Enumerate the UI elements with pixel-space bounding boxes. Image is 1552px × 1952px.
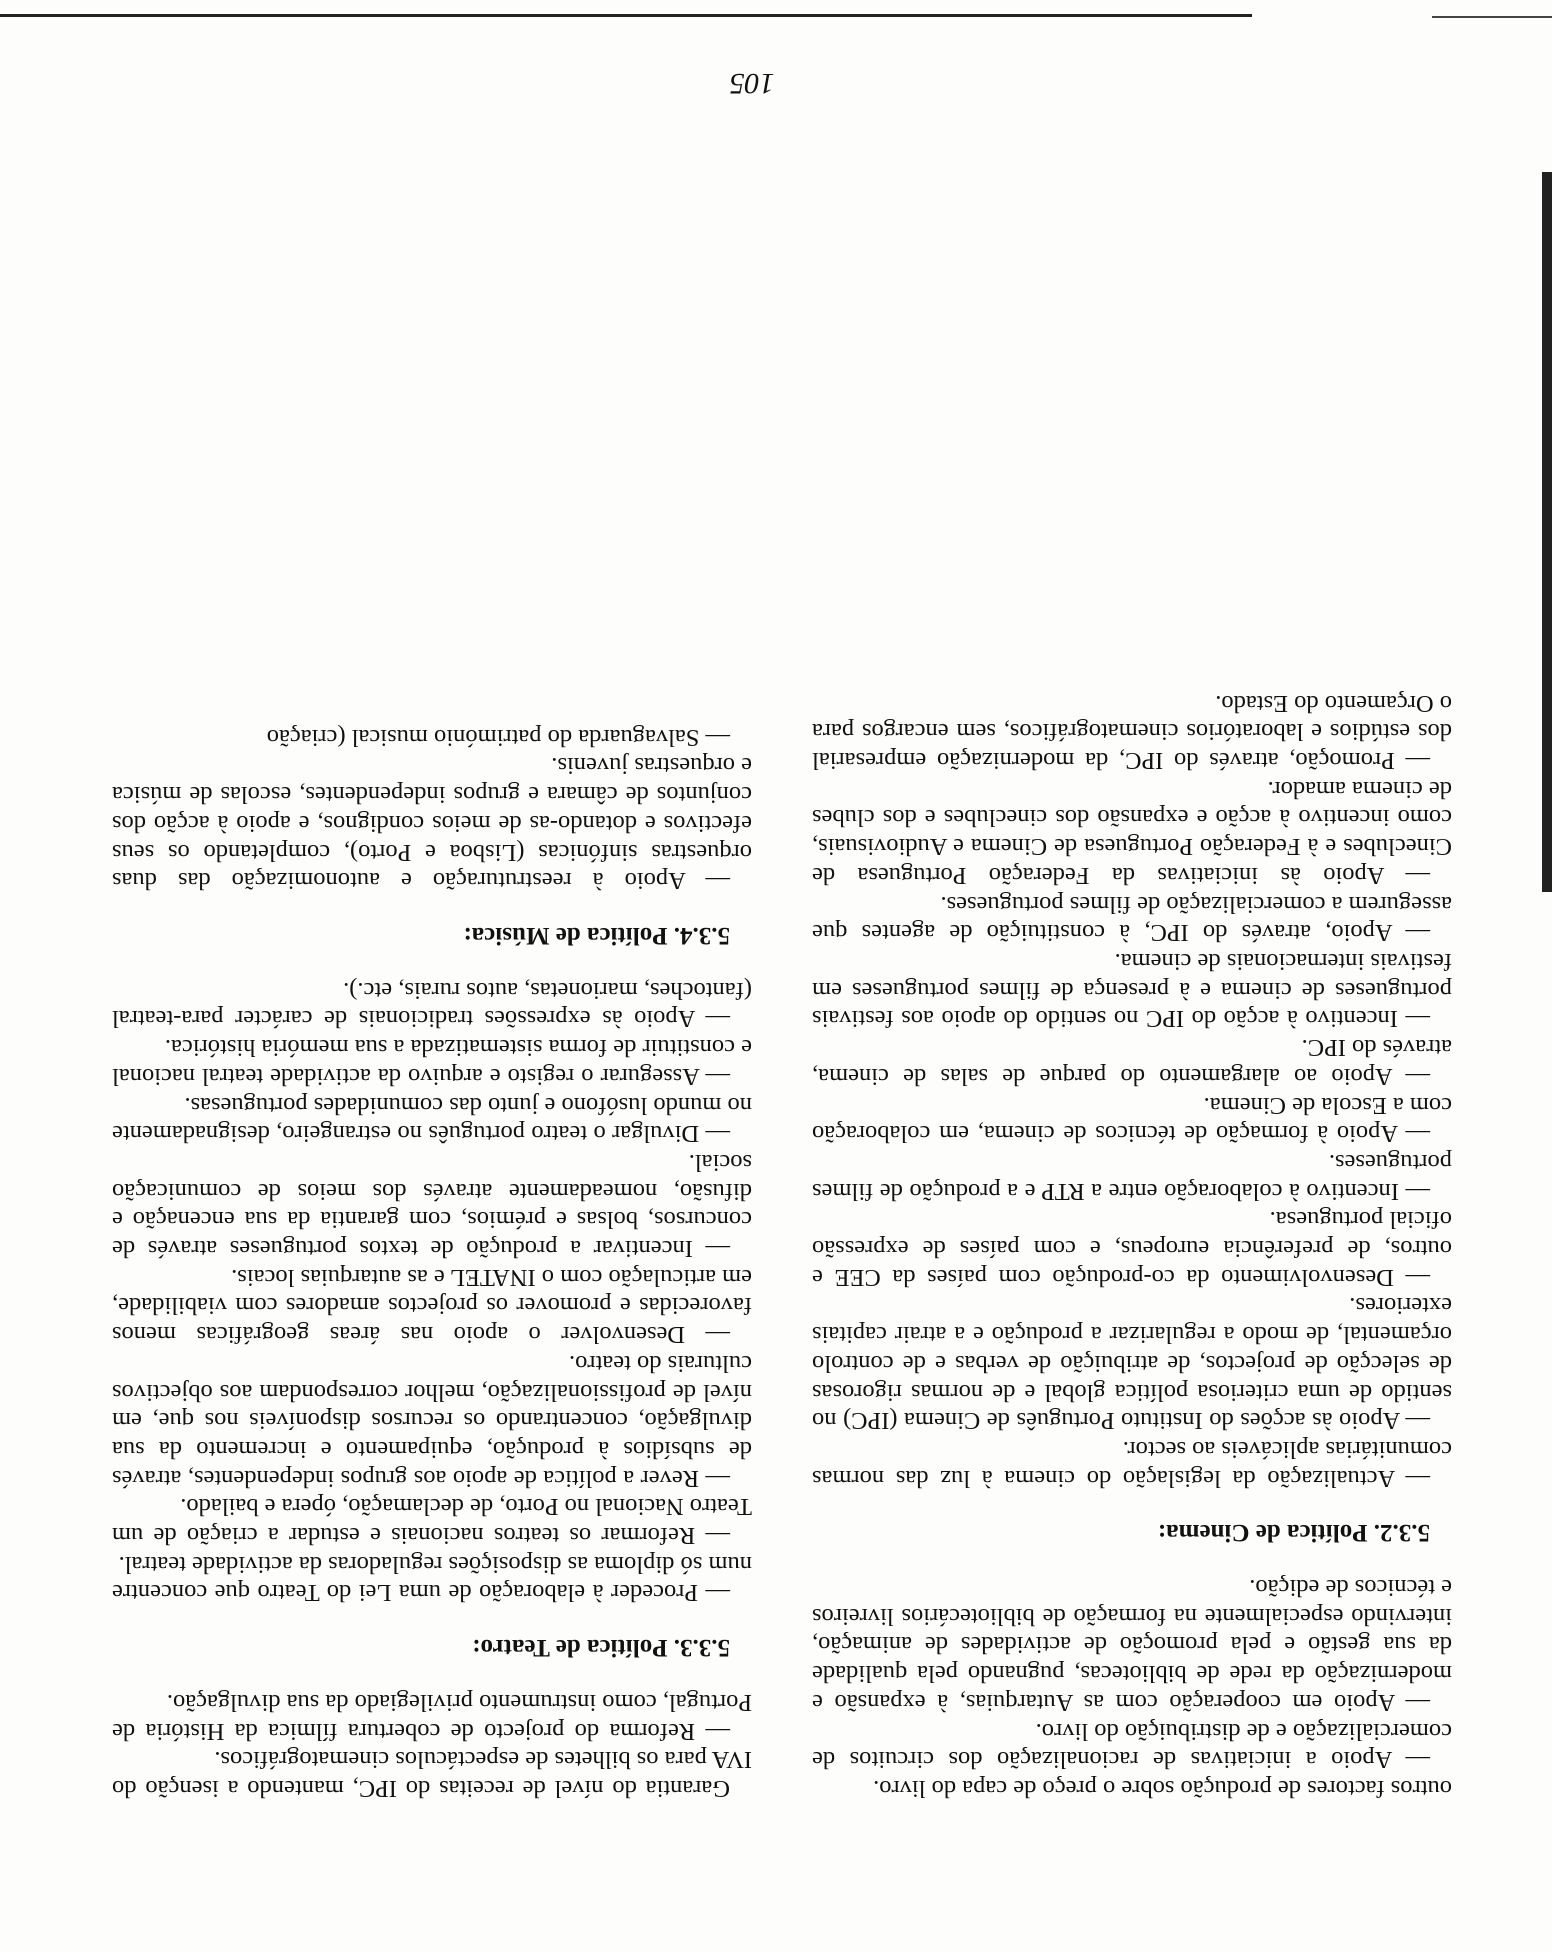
paragraph: — Apoio às iniciativas da Federação Portuguesa de Cineclubes e à Federação Portuguesa de Cinema e Audiovisuais, como incentivo à acção e expansão dos cineclubes e dos clubes de cinema amador. <box>812 775 1452 889</box>
paragraph: — Rever a política de apoio aos grupos independentes, através de subsídios à produção, equipamento e incremento da sua divulgação, concentrando os recursos disponíveis nos que, em nível de profissionalização, melhor correspondam aos objectivos culturais do teatro. <box>112 1349 752 1492</box>
section-heading: 5.3.3. Política de Teatro: <box>472 1634 730 1662</box>
paragraph: — Promoção, através do IPC, da modernização empresarial dos estúdios e laboratórios cinematográficos, sem encargos para o Orçamento do Estado. <box>812 689 1452 775</box>
page-top-rule-fragment <box>1432 16 1552 18</box>
paragraph: — Desenvolver o apoio nas áreas geográficas menos favorecidas e promover os projectos amadores com viabilidade, em articulação com o INATEL e as autarquias locais. <box>112 1263 752 1349</box>
paragraph: — Apoio à reestruturação e autonomização das duas orquestras sinfónicas (Lisboa e Porto), completando os seus efectivos e dotando-as de meios condignos, e apoio à acção dos conjuntos de câmara e grupos independentes, escolas de música e orquestras juvenis. <box>112 752 752 895</box>
paragraph: — Incentivar a produção de textos portugueses através de concursos, bolsas e prémios, com garantia da sua encenação e difusão, nomeadamente através dos meios de comunicação social. <box>112 1148 752 1263</box>
paragraph: — Incentivo à colaboração entre a RTP e a produção de filmes portugueses. <box>812 1148 1452 1205</box>
paragraph: Garantia do nível de receitas do IPC, mantendo a isenção do IVA para os bilhetes de espectáculos cinematográficos. <box>112 1746 752 1802</box>
section-heading: 5.3.2. Política de Cinema: <box>1157 1519 1430 1547</box>
paragraph: — Incentivo à acção do IPC no sentido do apoio aos festivais portugueses de cinema e à presença de filmes portugueses em festivais internacionais de cinema. <box>812 948 1452 1033</box>
paragraph: — Apoio à formação de técnicos de cinema, em colaboração com a Escola de Cinema. <box>812 1091 1452 1148</box>
paragraph: — Apoio às expressões tradicionais de carácter para-teatral (fantoches, marionetas, autos rurais, etc.). <box>112 976 752 1033</box>
section-heading: 5.3.4. Política de Música: <box>463 922 730 950</box>
paragraph: — Apoio a iniciativas de racionalização dos circuitos de comercialização e de distribuição do livro. <box>812 1717 1452 1774</box>
page-binding-edge <box>1542 172 1552 892</box>
left-column <box>812 688 1452 1802</box>
paragraph: — Actualização da legislação do cinema à luz das normas comunitárias aplicáveis ao sector. <box>812 1435 1452 1492</box>
paragraph: — Reformar os teatros nacionais e estudar a criação de um Teatro Nacional no Porto, de declamação, ópera e bailado. <box>112 1493 752 1550</box>
paragraph: — Proceder à elaboração de uma Lei do Teatro que concentre num só diploma as disposições reguladoras da actividade teatral. <box>112 1550 752 1607</box>
paragraph: — Desenvolvimento da co-produção com países da CEE e outros, de preferência europeus, e com países de expressão oficial portuguesa. <box>812 1206 1452 1291</box>
page-number: 105 <box>729 67 775 100</box>
page-top-rule <box>0 14 1252 17</box>
paragraph: — Divulgar o teatro português no estrangeiro, designadamente no mundo lusófono e junto das comunidades portuguesas. <box>112 1091 752 1148</box>
paragraph: — Assegurar o registo e arquivo da actividade teatral nacional e constituir de forma sistematizada a sua memória histórica. <box>112 1034 752 1090</box>
paragraph: — Reforma do projecto de cobertura fílmica da História de Portugal, como instrumento privilegiado da sua divulgação. <box>112 1688 752 1745</box>
paragraph: — Apoio em cooperação com as Autarquias, à expansão e modernização da rede de bibliotecas, pugnando pela qualidade da sua gestão e pela promoção de actividades de animação, intervindo especialmente na formação de bibliotecários livreiros e técnicos de edição. <box>812 1574 1452 1716</box>
right-column <box>112 722 752 1802</box>
paragraph: — Salvaguarda do património musical (criação <box>266 723 730 751</box>
paragraph: outros factores de produção sobre o preço de capa do livro. <box>873 1775 1452 1802</box>
paragraph: — Apoio ao alargamento do parque de salas de cinema, através do IPC. <box>812 1034 1452 1090</box>
paragraph: — Apoio, através do IPC, à constituição de agentes que assegurem a comercialização de filmes portugueses. <box>812 890 1452 947</box>
paragraph: — Apoio às acções do Instituto Português de Cinema (IPC) no sentido de uma criteriosa política global e de normas rigorosas de selecção de projectos, de atribuição de verbas e de controlo orçamental, de modo a regularizar a produção e a atrair capitais exteriores. <box>812 1292 1452 1435</box>
